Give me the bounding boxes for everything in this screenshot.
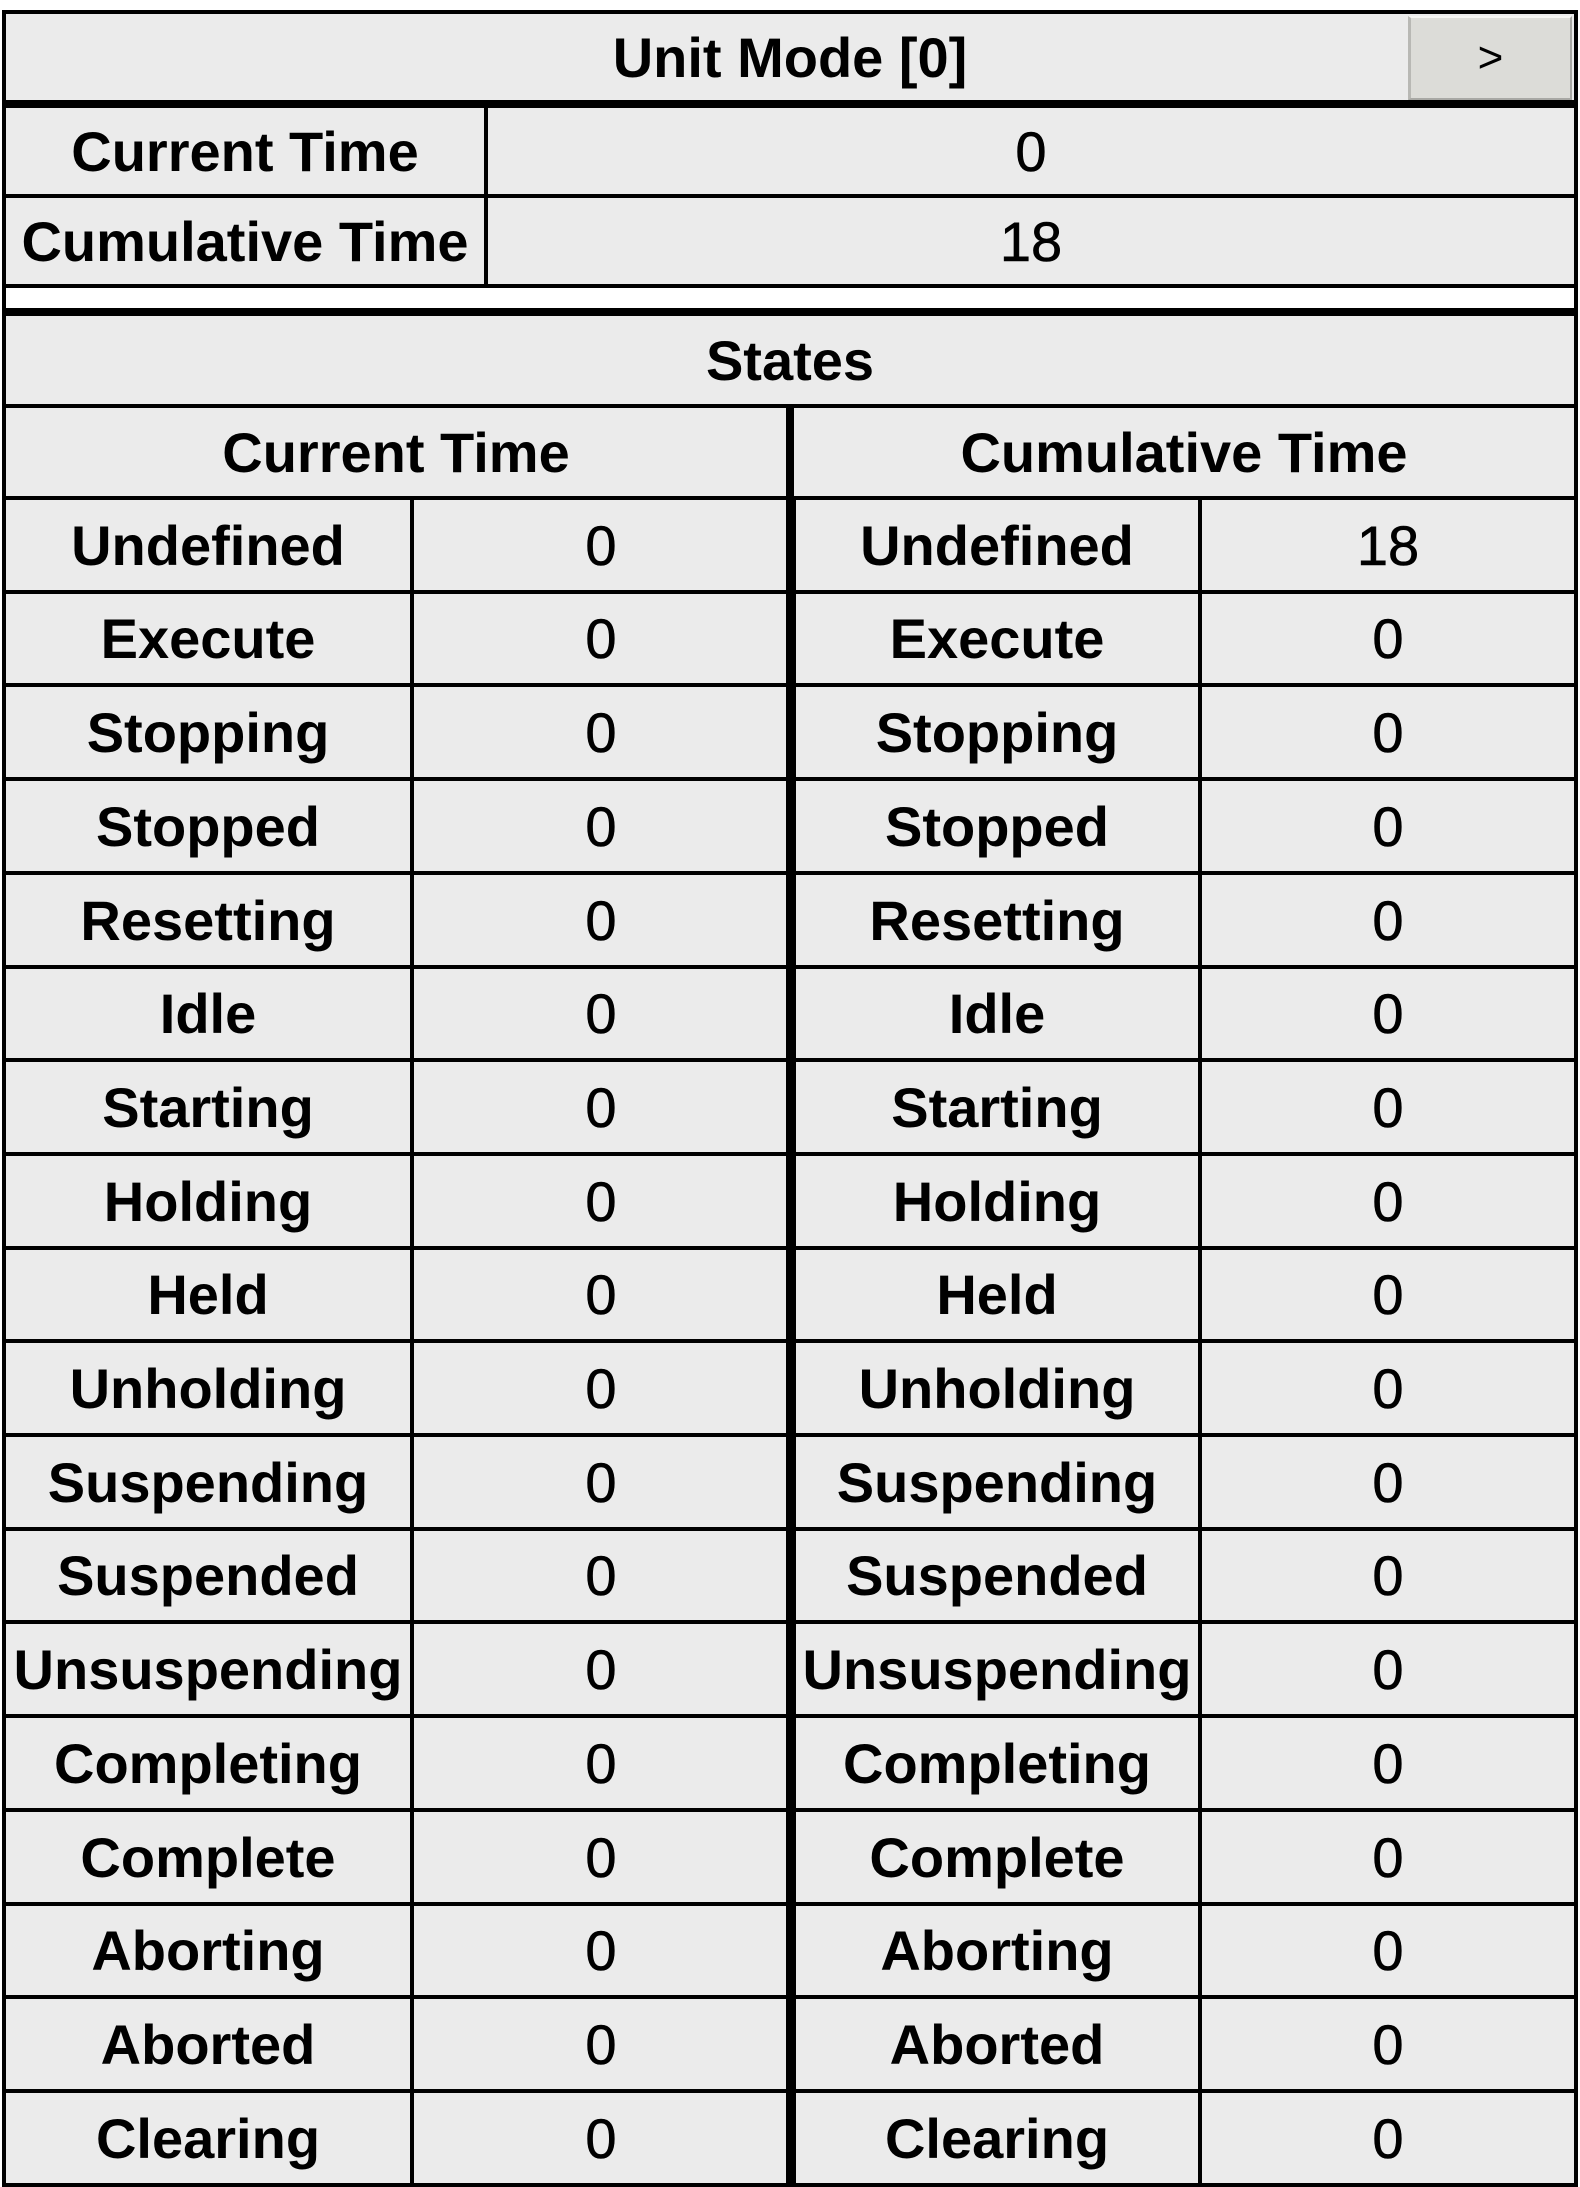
cumulative-state-name: Aborted [792,1995,1202,2093]
section-divider [2,288,1578,312]
cumulative-state-value: 0 [1198,1995,1578,2093]
current-state-name: Suspending [2,1433,414,1531]
cumulative-state-name: Starting [792,1058,1202,1156]
current-state-name: Complete [2,1808,414,1906]
cumulative-state-name: Idle [792,965,1202,1062]
current-state-value: 0 [410,590,792,687]
current-state-value: 0 [410,965,792,1062]
cumulative-state-value: 0 [1198,1620,1578,1718]
cumulative-state-name: Suspending [792,1433,1202,1531]
cumulative-state-value: 0 [1198,1714,1578,1812]
cumulative-state-value: 0 [1198,1808,1578,1906]
next-mode-button[interactable]: > [1408,16,1572,100]
cumulative-state-value: 18 [1198,496,1578,594]
cumulative-state-name: Suspended [792,1527,1202,1624]
cumulative-state-name: Clearing [792,2089,1202,2187]
cumulative-state-value: 0 [1198,2089,1578,2187]
current-state-name: Starting [2,1058,414,1156]
cumulative-state-name: Stopped [792,777,1202,875]
current-time-column-header: Current Time [2,404,790,500]
column-divider [786,404,794,2187]
current-state-value: 0 [410,1246,792,1343]
current-state-value: 0 [410,871,792,969]
current-state-value: 0 [410,1902,792,1999]
cumulative-state-value: 0 [1198,1902,1578,1999]
current-state-value: 0 [410,496,792,594]
current-time-value: 0 [484,104,1578,198]
current-state-value: 0 [410,1339,792,1437]
states-header: States [2,312,1578,408]
current-state-value: 0 [410,1433,792,1531]
current-state-name: Execute [2,590,414,687]
current-state-value: 0 [410,1995,792,2093]
cumulative-state-value: 0 [1198,1433,1578,1531]
current-state-name: Resetting [2,871,414,969]
cumulative-state-name: Unsuspending [792,1620,1202,1718]
cumulative-state-name: Completing [792,1714,1202,1812]
current-state-name: Stopping [2,683,414,781]
current-state-name: Suspended [2,1527,414,1624]
current-state-name: Completing [2,1714,414,1812]
current-state-name: Held [2,1246,414,1343]
cumulative-state-name: Stopping [792,683,1202,781]
cumulative-state-value: 0 [1198,965,1578,1062]
cumulative-state-value: 0 [1198,1339,1578,1437]
cumulative-state-value: 0 [1198,1058,1578,1156]
cumulative-state-value: 0 [1198,1527,1578,1624]
current-state-value: 0 [410,1058,792,1156]
cumulative-state-name: Undefined [792,496,1202,594]
cumulative-time-label: Cumulative Time [2,194,488,288]
current-state-name: Undefined [2,496,414,594]
current-state-name: Idle [2,965,414,1062]
current-state-name: Aborting [2,1902,414,1999]
cumulative-state-value: 0 [1198,1152,1578,1250]
current-state-name: Unholding [2,1339,414,1437]
unit-mode-title: Unit Mode [0] [2,10,1578,104]
current-state-name: Holding [2,1152,414,1250]
cumulative-state-value: 0 [1198,590,1578,687]
current-state-name: Aborted [2,1995,414,2093]
current-state-value: 0 [410,1714,792,1812]
cumulative-time-value: 18 [484,194,1578,288]
cumulative-state-name: Unholding [792,1339,1202,1437]
current-state-value: 0 [410,1620,792,1718]
cumulative-state-value: 0 [1198,871,1578,969]
current-state-value: 0 [410,1152,792,1250]
cumulative-state-name: Holding [792,1152,1202,1250]
current-state-value: 0 [410,1527,792,1624]
current-state-value: 0 [410,777,792,875]
cumulative-state-name: Held [792,1246,1202,1343]
cumulative-state-value: 0 [1198,1246,1578,1343]
cumulative-time-column-header: Cumulative Time [790,404,1578,500]
cumulative-state-name: Aborting [792,1902,1202,1999]
cumulative-state-name: Execute [792,590,1202,687]
current-state-value: 0 [410,683,792,781]
current-state-name: Unsuspending [2,1620,414,1718]
cumulative-state-value: 0 [1198,777,1578,875]
current-state-value: 0 [410,1808,792,1906]
current-state-name: Clearing [2,2089,414,2187]
cumulative-state-name: Complete [792,1808,1202,1906]
cumulative-state-name: Resetting [792,871,1202,969]
current-state-name: Stopped [2,777,414,875]
cumulative-state-value: 0 [1198,683,1578,781]
current-state-value: 0 [410,2089,792,2187]
current-time-label: Current Time [2,104,488,198]
